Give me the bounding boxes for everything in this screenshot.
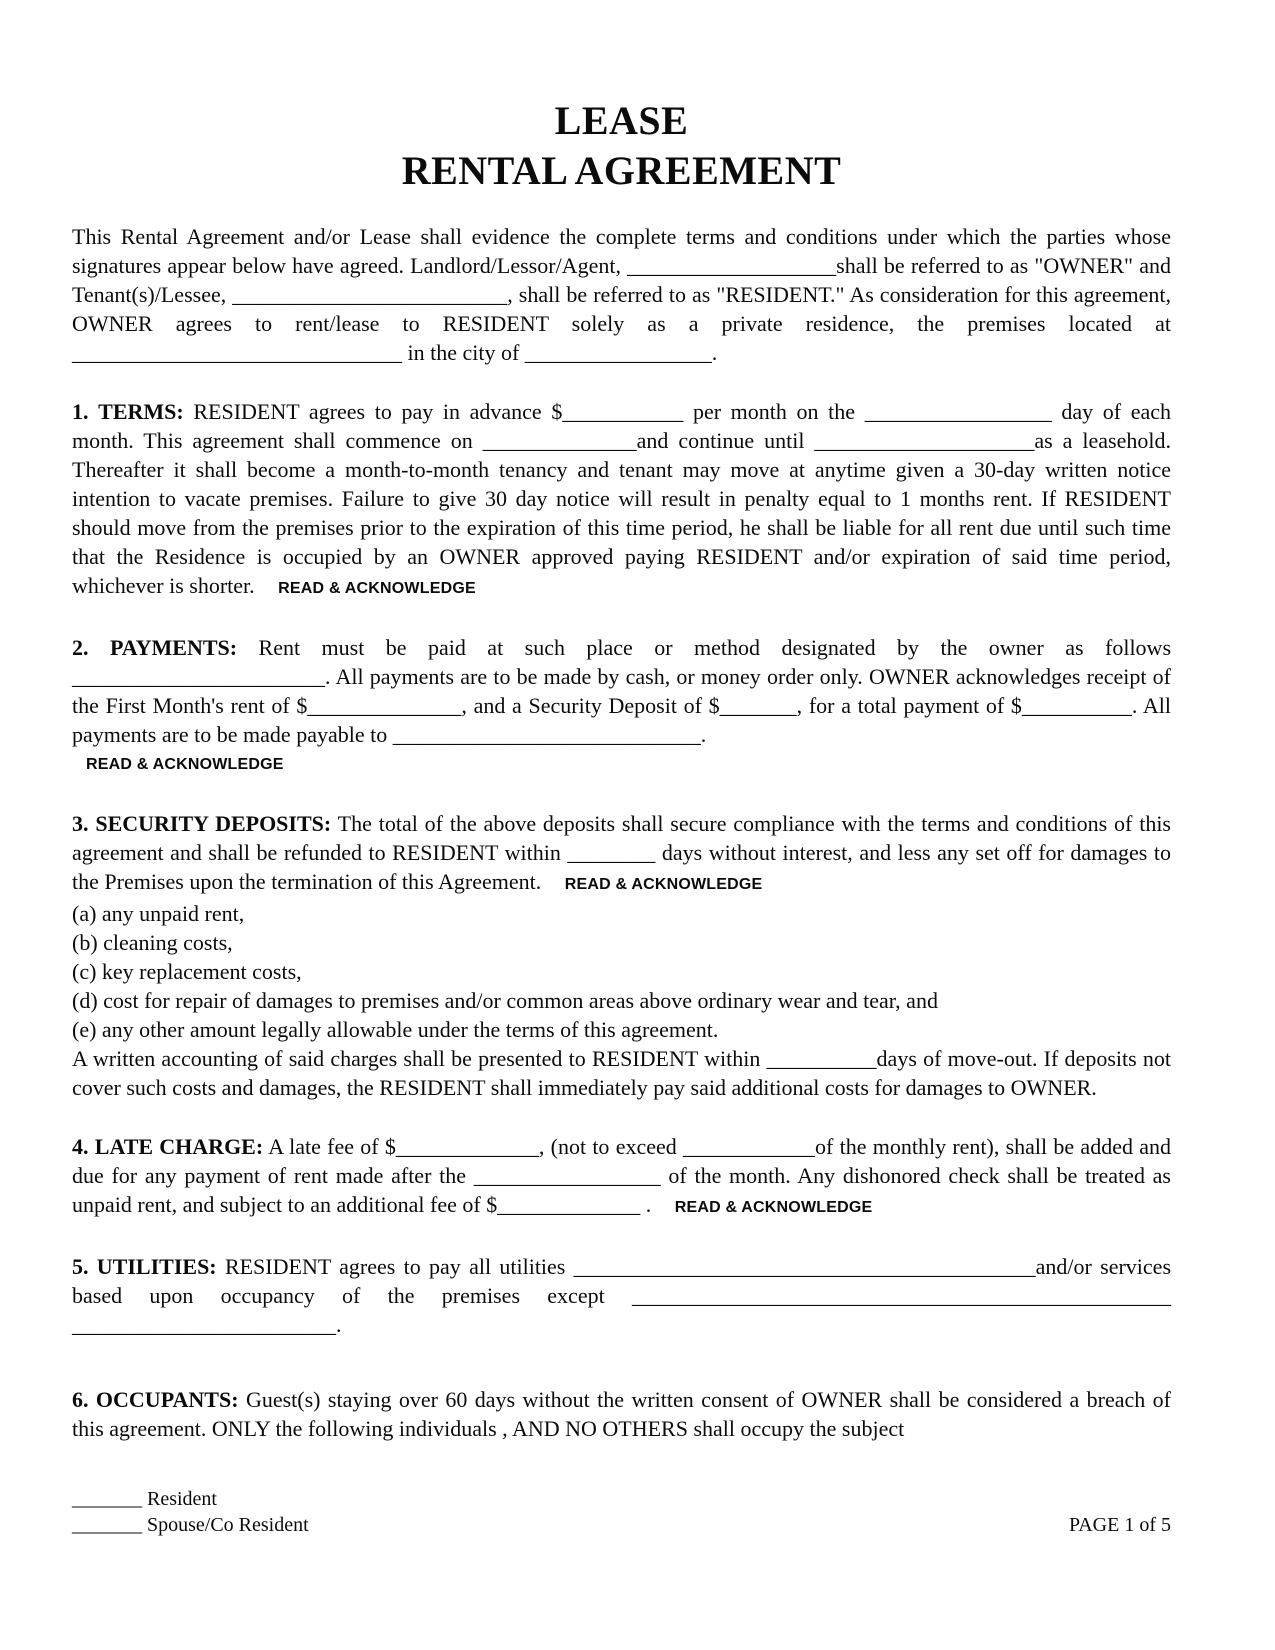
list-item-other-amounts: (e) any other amount legally allowable under the terms of this agreement. bbox=[72, 1017, 719, 1042]
section-security-number: 3. bbox=[72, 811, 89, 836]
section-occupants-heading: OCCUPANTS: bbox=[95, 1387, 239, 1412]
resident-signature-label: Resident bbox=[147, 1488, 217, 1510]
section-utilities-number: 5. bbox=[72, 1254, 89, 1279]
section-terms bbox=[72, 397, 1171, 603]
title-line-lease: LEASE bbox=[554, 98, 689, 143]
section-security-deposits bbox=[72, 809, 1171, 1102]
section-occupants-number: 6. bbox=[72, 1387, 89, 1412]
page-footer bbox=[72, 1486, 1171, 1538]
section-terms-body: RESIDENT agrees to pay in advance $___________ per month on the _________________ day of each month. This agreement shall commence on ______________and continue until ____________________as a leasehold. Thereafter it shall become a month-to-month tenancy and tenant may move at anytime given a 30-day written notice intention to vacate premises. Failure to give 30 day notice will result in penalty equal to 1 months rent. If RESIDENT should move from the premises prior to the expiration of this time period, he shall be liable for all rent due until such time that the Residence is occupied by an OWNER approved paying RESIDENT and/or expiration of said time period, whichever is shorter. bbox=[72, 399, 1171, 598]
section-occupants-body: Guest(s) staying over 60 days without the written consent of OWNER shall be considered a breach of this agreement. ONLY the following individuals , AND NO OTHERS shall occupy the subject bbox=[72, 1387, 1172, 1441]
section-utilities bbox=[72, 1252, 1171, 1339]
intro-paragraph: This Rental Agreement and/or Lease shall evidence the complete terms and conditions under which the parties whose signatures appear below have agreed. Landlord/Lessor/Agent, ___________________shall be referred to as "OWNER" and Tenant(s)/Lessee, _________________________, shall be referred to as "RESIDENT." As consideration for this agreement, OWNER agrees to rent/lease to RESIDENT solely as a private residence, the premises located at ______________________________ in the city of _________________. bbox=[72, 224, 1171, 365]
spouse-signature-blank: _______ bbox=[72, 1514, 142, 1536]
list-item-key-replacement: (c) key replacement costs, bbox=[72, 959, 302, 984]
title-line-rental-agreement: RENTAL AGREEMENT bbox=[401, 148, 842, 193]
section-payments bbox=[72, 633, 1171, 779]
section-utilities-body: RESIDENT agrees to pay all utilities __________________________________________and/or services based upon occupancy of the premises except _________________________________________________ ________________________. bbox=[72, 1254, 1172, 1337]
section-payments-number: 2. bbox=[72, 635, 89, 660]
section-occupants bbox=[72, 1385, 1171, 1443]
page-number: PAGE 1 of 5 bbox=[1068, 1514, 1171, 1536]
section-late-charge-number: 4. bbox=[72, 1134, 89, 1159]
spouse-signature-line bbox=[72, 1512, 309, 1538]
resident-signature-blank: _______ bbox=[72, 1488, 142, 1510]
spouse-signature-label: Spouse/Co Resident bbox=[147, 1514, 309, 1536]
section-utilities-heading: UTILITIES: bbox=[96, 1254, 217, 1279]
section-security-accounting: A written accounting of said charges shall be presented to RESIDENT within __________days of move-out. If deposits not cover such costs and damages, the RESIDENT shall immediately pay said additional costs for damages to OWNER. bbox=[72, 1046, 1171, 1100]
section-security-body: The total of the above deposits shall secure compliance with the terms and conditions of this agreement and shall be refunded to RESIDENT within ________ days without interest, and less any set off for damages to the Premises upon the termination of this Agreement. bbox=[72, 811, 1171, 894]
section-late-charge bbox=[72, 1132, 1171, 1222]
list-item-unpaid-rent: (a) any unpaid rent, bbox=[72, 901, 245, 926]
read-acknowledge-security: READ & ACKNOWLEDGE bbox=[564, 876, 763, 893]
list-item-cleaning-costs: (b) cleaning costs, bbox=[72, 930, 233, 955]
read-acknowledge-payments: READ & ACKNOWLEDGE bbox=[86, 756, 284, 773]
section-payments-body: Rent must be paid at such place or method designated by the owner as follows _______________________. All payments are to be made by cash, or money order only. OWNER acknowledges receipt of the First Month's rent of $______________, and a Security Deposit of $_______, for a total payment of $__________. All payments are to be made payable to ____________________________. bbox=[72, 635, 1171, 747]
read-acknowledge-terms: READ & ACKNOWLEDGE bbox=[278, 580, 476, 597]
list-item-repair-costs: (d) cost for repair of damages to premises and/or common areas above ordinary wear and tear, and bbox=[72, 988, 938, 1013]
document-title bbox=[72, 96, 1171, 196]
section-payments-text bbox=[72, 633, 1171, 749]
section-terms-number: 1. bbox=[72, 399, 89, 424]
section-late-charge-heading: LATE CHARGE: bbox=[94, 1134, 264, 1159]
read-acknowledge-late-charge: READ & ACKNOWLEDGE bbox=[674, 1199, 873, 1216]
security-deductions-list bbox=[72, 899, 1171, 1044]
section-security-text bbox=[72, 809, 1171, 899]
section-payments-heading: PAYMENTS: bbox=[109, 635, 238, 660]
section-security-heading: SECURITY DEPOSITS: bbox=[95, 811, 332, 836]
section-late-charge-body: A late fee of $_____________, (not to exceed ____________of the monthly rent), shall be added and due for any payment of rent made after the _________________ of the month. Any dishonored check shall be treated as unpaid rent, and subject to an additional fee of $_____________ . bbox=[72, 1134, 1171, 1217]
section-terms-heading: TERMS: bbox=[98, 399, 184, 424]
resident-signature-line bbox=[72, 1486, 309, 1512]
signature-lines bbox=[72, 1486, 309, 1538]
